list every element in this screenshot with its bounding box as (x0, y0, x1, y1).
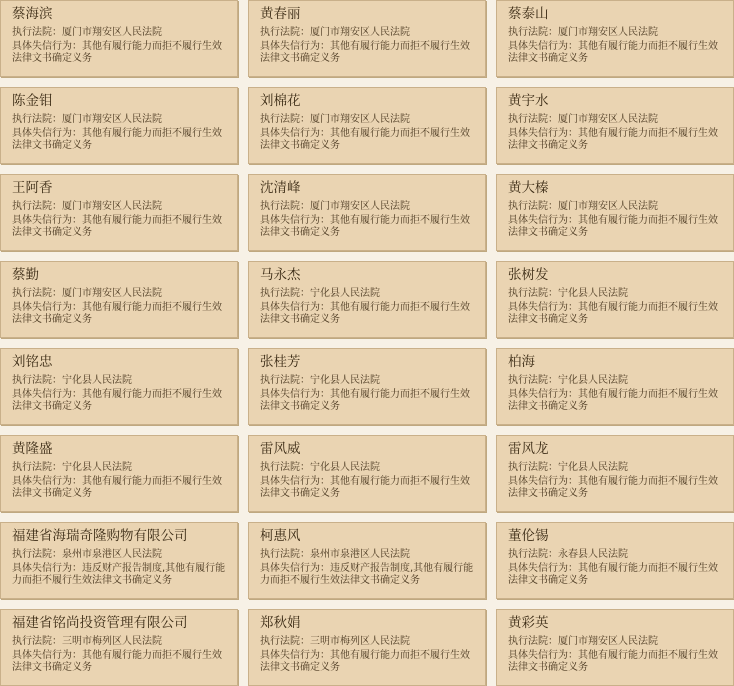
record-name: 张桂芳 (260, 354, 301, 370)
behavior-value: 其他有履行能力而拒不履行生效法律文书确定义务 (508, 127, 718, 151)
behavior-value: 其他有履行能力而拒不履行生效法律文书确定义务 (508, 214, 718, 238)
court-value: 厦门市翔安区人民法院 (558, 201, 658, 212)
record-name: 郑秋娟 (260, 615, 301, 631)
court-value: 厦门市翔安区人民法院 (310, 27, 410, 38)
record-name: 张树发 (508, 267, 549, 283)
court-value: 宁化县人民法院 (310, 288, 380, 299)
record-name: 蔡泰山 (508, 6, 549, 22)
behavior-label: 具体失信行为： (12, 127, 82, 139)
court-label: 执行法院： (508, 462, 558, 473)
court-value: 三明市梅列区人民法院 (310, 636, 410, 647)
record-card[interactable] (496, 435, 734, 512)
behavior-value: 其他有履行能力而拒不履行生效法律文书确定义务 (508, 388, 718, 412)
record-behavior (260, 389, 477, 414)
record-name: 蔡海滨 (12, 6, 53, 22)
record-behavior (12, 650, 229, 675)
record-court (508, 201, 725, 214)
court-label: 执行法院： (260, 462, 310, 473)
court-label: 执行法院： (12, 462, 62, 473)
court-label: 执行法院： (260, 114, 310, 125)
record-court (12, 114, 229, 127)
record-behavior (12, 389, 229, 414)
behavior-label: 具体失信行为： (12, 649, 82, 661)
record-court (12, 636, 229, 649)
behavior-label: 具体失信行为： (508, 388, 578, 400)
record-card[interactable] (248, 0, 486, 77)
record-card[interactable] (248, 261, 486, 338)
record-court (260, 375, 477, 388)
record-court (12, 375, 229, 388)
court-value: 厦门市翔安区人民法院 (62, 114, 162, 125)
court-label: 执行法院： (508, 114, 558, 125)
court-value: 厦门市翔安区人民法院 (558, 114, 658, 125)
behavior-value: 其他有履行能力而拒不履行生效法律文书确定义务 (12, 388, 222, 412)
record-behavior (12, 128, 229, 153)
court-value: 泉州市泉港区人民法院 (310, 549, 410, 560)
record-name: 黄彩英 (508, 615, 549, 631)
record-court (260, 288, 477, 301)
court-label: 执行法院： (508, 288, 558, 299)
court-label: 执行法院： (12, 288, 62, 299)
record-court (260, 636, 477, 649)
court-label: 执行法院： (508, 27, 558, 38)
record-court (12, 462, 229, 475)
record-court (508, 375, 725, 388)
record-behavior (260, 215, 477, 240)
record-name: 雷风威 (260, 441, 301, 457)
behavior-value: 违反财产报告制度,其他有履行能力而拒不履行生效法律文书确定义务 (260, 562, 474, 586)
record-card[interactable] (496, 348, 734, 425)
record-behavior (12, 302, 229, 327)
behavior-value: 其他有履行能力而拒不履行生效法律文书确定义务 (12, 214, 222, 238)
behavior-label: 具体失信行为： (508, 127, 578, 139)
court-label: 执行法院： (12, 114, 62, 125)
record-court (260, 27, 477, 40)
behavior-value: 其他有履行能力而拒不履行生效法律文书确定义务 (508, 301, 718, 325)
record-name: 董伦锡 (508, 528, 549, 544)
behavior-label: 具体失信行为： (508, 475, 578, 487)
behavior-label: 具体失信行为： (12, 388, 82, 400)
record-behavior (12, 215, 229, 240)
behavior-label: 具体失信行为： (260, 127, 330, 139)
record-behavior (260, 128, 477, 153)
court-label: 执行法院： (260, 27, 310, 38)
record-behavior (508, 302, 725, 327)
behavior-label: 具体失信行为： (12, 562, 82, 574)
record-name: 黄宇水 (508, 93, 549, 109)
court-label: 执行法院： (260, 288, 310, 299)
record-court (12, 549, 229, 562)
record-behavior (508, 650, 725, 675)
record-name: 福建省铭尚投资管理有限公司 (12, 615, 188, 631)
court-label: 执行法院： (260, 549, 310, 560)
record-card[interactable] (248, 174, 486, 251)
record-card[interactable] (496, 0, 734, 77)
record-court (508, 636, 725, 649)
record-behavior (260, 41, 477, 66)
behavior-label: 具体失信行为： (260, 214, 330, 226)
record-court (508, 462, 725, 475)
record-name: 沈清峰 (260, 180, 301, 196)
record-court (12, 27, 229, 40)
behavior-label: 具体失信行为： (508, 40, 578, 52)
record-card[interactable] (496, 261, 734, 338)
record-court (260, 462, 477, 475)
behavior-label: 具体失信行为： (260, 562, 330, 574)
behavior-label: 具体失信行为： (260, 301, 330, 313)
record-behavior (12, 476, 229, 501)
record-card[interactable] (0, 348, 238, 425)
record-court (12, 201, 229, 214)
record-behavior (508, 128, 725, 153)
court-value: 三明市梅列区人民法院 (62, 636, 162, 647)
record-card[interactable] (496, 609, 734, 686)
record-name: 蔡勤 (12, 267, 39, 283)
record-name: 刘棉花 (260, 93, 301, 109)
court-value: 宁化县人民法院 (310, 462, 380, 473)
behavior-value: 其他有履行能力而拒不履行生效法律文书确定义务 (260, 388, 470, 412)
court-label: 执行法院： (12, 27, 62, 38)
record-behavior (12, 563, 229, 588)
court-value: 宁化县人民法院 (558, 462, 628, 473)
record-card[interactable] (0, 174, 238, 251)
record-name: 陈金钼 (12, 93, 53, 109)
record-name: 马永杰 (260, 267, 301, 283)
behavior-value: 其他有履行能力而拒不履行生效法律文书确定义务 (260, 301, 470, 325)
behavior-label: 具体失信行为： (260, 475, 330, 487)
behavior-label: 具体失信行为： (12, 40, 82, 52)
behavior-value: 其他有履行能力而拒不履行生效法律文书确定义务 (12, 475, 222, 499)
record-behavior (508, 215, 725, 240)
court-value: 宁化县人民法院 (310, 375, 380, 386)
behavior-label: 具体失信行为： (12, 214, 82, 226)
record-court (508, 114, 725, 127)
record-card[interactable] (0, 87, 238, 164)
court-value: 宁化县人民法院 (558, 288, 628, 299)
record-name: 王阿香 (12, 180, 53, 196)
court-label: 执行法院： (508, 375, 558, 386)
record-behavior (508, 563, 725, 588)
behavior-value: 其他有履行能力而拒不履行生效法律文书确定义务 (508, 40, 718, 64)
record-name: 黄春丽 (260, 6, 301, 22)
behavior-label: 具体失信行为： (508, 649, 578, 661)
court-label: 执行法院： (12, 201, 62, 212)
record-court (508, 27, 725, 40)
record-card[interactable] (0, 0, 238, 77)
record-card[interactable] (248, 522, 486, 599)
behavior-label: 具体失信行为： (260, 388, 330, 400)
court-value: 厦门市翔安区人民法院 (62, 201, 162, 212)
court-value: 泉州市泉港区人民法院 (62, 549, 162, 560)
record-name: 柯惠风 (260, 528, 301, 544)
record-court (260, 549, 477, 562)
record-court (508, 549, 725, 562)
record-card[interactable] (248, 435, 486, 512)
record-card[interactable] (0, 261, 238, 338)
record-name: 刘铭忠 (12, 354, 53, 370)
court-label: 执行法院： (12, 549, 62, 560)
court-label: 执行法院： (12, 636, 62, 647)
record-behavior (12, 41, 229, 66)
record-card[interactable] (0, 609, 238, 686)
record-court (12, 288, 229, 301)
court-label: 执行法院： (508, 549, 558, 560)
court-value: 宁化县人民法院 (558, 375, 628, 386)
court-value: 宁化县人民法院 (62, 462, 132, 473)
behavior-value: 其他有履行能力而拒不履行生效法律文书确定义务 (260, 214, 470, 238)
record-card[interactable] (248, 609, 486, 686)
court-value: 厦门市翔安区人民法院 (62, 288, 162, 299)
court-value: 厦门市翔安区人民法院 (310, 201, 410, 212)
record-name: 柏海 (508, 354, 535, 370)
court-label: 执行法院： (508, 201, 558, 212)
court-label: 执行法院： (260, 375, 310, 386)
behavior-value: 其他有履行能力而拒不履行生效法律文书确定义务 (12, 301, 222, 325)
record-behavior (508, 41, 725, 66)
record-card[interactable] (496, 522, 734, 599)
court-value: 厦门市翔安区人民法院 (62, 27, 162, 38)
record-card[interactable] (0, 435, 238, 512)
record-name: 黄隆盛 (12, 441, 53, 457)
court-value: 宁化县人民法院 (62, 375, 132, 386)
record-name: 福建省海瑞奇隆购物有限公司 (12, 528, 188, 544)
behavior-value: 其他有履行能力而拒不履行生效法律文书确定义务 (12, 40, 222, 64)
behavior-label: 具体失信行为： (12, 301, 82, 313)
court-value: 厦门市翔安区人民法院 (558, 636, 658, 647)
behavior-value: 其他有履行能力而拒不履行生效法律文书确定义务 (12, 127, 222, 151)
record-behavior (508, 476, 725, 501)
behavior-value: 其他有履行能力而拒不履行生效法律文书确定义务 (12, 649, 222, 673)
behavior-value: 其他有履行能力而拒不履行生效法律文书确定义务 (508, 649, 718, 673)
behavior-label: 具体失信行为： (260, 649, 330, 661)
behavior-label: 具体失信行为： (508, 214, 578, 226)
record-behavior (260, 302, 477, 327)
behavior-value: 其他有履行能力而拒不履行生效法律文书确定义务 (260, 40, 470, 64)
record-behavior (260, 476, 477, 501)
behavior-label: 具体失信行为： (12, 475, 82, 487)
behavior-value: 违反财产报告制度,其他有履行能力而拒不履行生效法律文书确定义务 (12, 562, 226, 586)
court-label: 执行法院： (12, 375, 62, 386)
record-card[interactable] (0, 522, 238, 599)
behavior-label: 具体失信行为： (260, 40, 330, 52)
court-label: 执行法院： (508, 636, 558, 647)
record-name: 黄大榛 (508, 180, 549, 196)
record-court (260, 114, 477, 127)
court-value: 永春县人民法院 (558, 549, 628, 560)
record-behavior (260, 563, 477, 588)
record-card[interactable] (496, 87, 734, 164)
behavior-label: 具体失信行为： (508, 301, 578, 313)
court-label: 执行法院： (260, 201, 310, 212)
record-card[interactable] (496, 174, 734, 251)
record-name: 雷风龙 (508, 441, 549, 457)
behavior-label: 具体失信行为： (508, 562, 578, 574)
court-label: 执行法院： (260, 636, 310, 647)
court-value: 厦门市翔安区人民法院 (310, 114, 410, 125)
record-card[interactable] (248, 87, 486, 164)
behavior-value: 其他有履行能力而拒不履行生效法律文书确定义务 (508, 562, 718, 586)
record-behavior (260, 650, 477, 675)
behavior-value: 其他有履行能力而拒不履行生效法律文书确定义务 (260, 649, 470, 673)
record-court (508, 288, 725, 301)
record-court (260, 201, 477, 214)
behavior-value: 其他有履行能力而拒不履行生效法律文书确定义务 (508, 475, 718, 499)
behavior-value: 其他有履行能力而拒不履行生效法律文书确定义务 (260, 475, 470, 499)
court-value: 厦门市翔安区人民法院 (558, 27, 658, 38)
record-behavior (508, 389, 725, 414)
record-card[interactable] (248, 348, 486, 425)
behavior-value: 其他有履行能力而拒不履行生效法律文书确定义务 (260, 127, 470, 151)
